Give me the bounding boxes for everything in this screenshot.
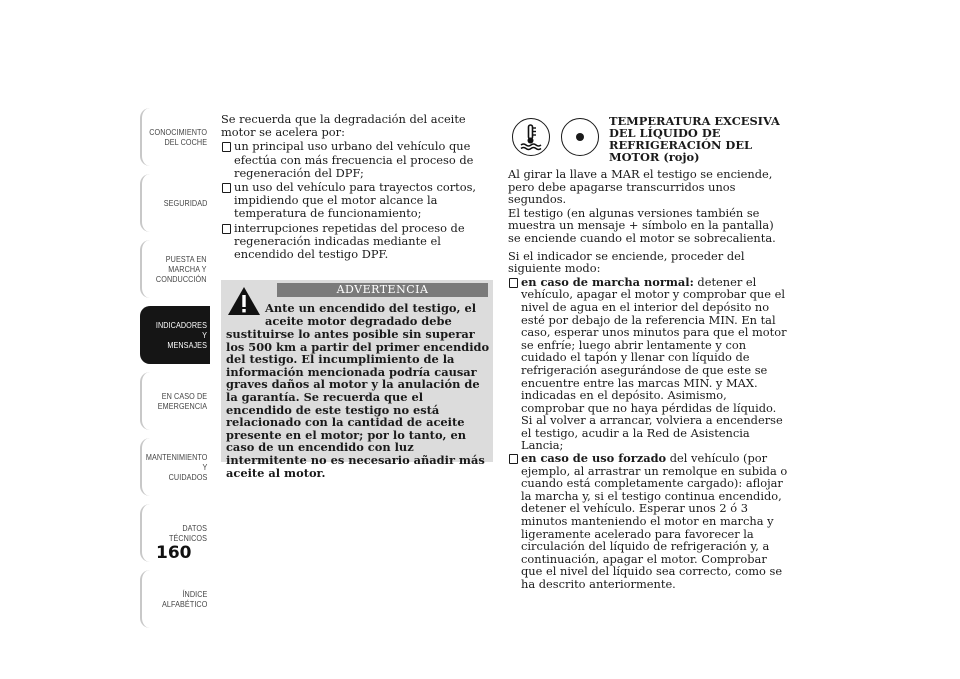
tab-label: PUESTA EN MARCHA Y CONDUCCIÓN [156,254,207,284]
warning-triangle-icon [227,286,261,316]
list-item-text: del vehículo (por ejemplo, al arrastrar un remolque en subida o cuando está completamente cargado): aflojar la marcha y, si el testigo continua encendido, detener el vehículo. Esperar unos 2 ó 3 minutos manteniendo el motor en marcha y ligeramente acelerado para favorecer la circulación del líquido de refrigeración y, a continuación, apagar el motor. Comprobar que el nivel del líquido sea correcto, como se ha descrito anteriormente. [521,451,788,591]
tab-indice-alfabetico[interactable] [140,570,210,628]
tab-seguridad[interactable] [140,174,210,232]
paragraph: Si el indicador se enciende, proceder del siguiente modo: [508,248,745,276]
tab-label: DATOS TÉCNICOS [168,523,207,543]
indicator-dot-icon [561,118,599,156]
right-column [508,168,788,591]
tab-label: INDICADORES Y MENSAJES [155,320,207,350]
list-item: un uso del vehículo para trayectos cortos, impidiendo que el motor alcance la temperatura de funcionamiento; [221,181,497,221]
intro-paragraph: Se recuerda que la degradación del aceite motor se acelera por: [221,112,466,140]
list-item-text: detener el vehículo, apagar el motor y comprobar que el nivel de agua en el interior del depósito no esté por debajo de la referencia MIN. En tal caso, esperar unos minutos para que el motor se enfríe; luego abrir lentamente y con cuidado el tapón y llenar con líquido de refrigeración asegurándose de que este se encuentre entre las marcas MIN. y MAX. indicadas en el depósito. Asimismo, comprobar que no haya pérdidas de líquido. Si al volver a arrancar, volviera a encenderse el testigo, acudir a la Red de Asistencia Lancia; [521,274,787,453]
list-item: un principal uso urbano del vehículo que efectúa con más frecuencia el proceso de regeneración del DPF; [221,140,497,180]
list-item-bold: en caso de uso forzado [521,451,667,466]
warning-body-text: sustituirse lo antes posible sin superar los 500 km a partir del primer encendido del testigo. El incumplimiento de la información mencionada podría causar graves daños al motor y la anulación de la garantía. Se recuerda que el encendido de este testigo no está relacionado con la cantidad de aceite presente en el motor; por lo tanto, en caso de un encendido con luz intermitente no es necesario añadir más aceite al motor. [226,327,490,480]
warning-lead-text: Ante un encendido del testigo, el aceite motor degradado debe [265,301,477,328]
tab-puesta-en-marcha[interactable] [140,240,210,298]
tab-label: CONOCIMIENTO DEL COCHE [149,127,207,147]
list-item: interrupciones repetidas del proceso de regeneración indicadas mediante el encendido del testigo DPF. [221,222,497,262]
list-item [508,452,788,591]
tab-conocimiento-del-coche[interactable] [140,108,210,166]
left-column [221,113,497,262]
section-heading: TEMPERATURA EXCESIVA DEL LÍQUIDO DE REFRIGERACIÓN DEL MOTOR (rojo) [609,114,780,164]
tab-indicadores-y-mensajes[interactable] [140,306,210,364]
coolant-temperature-icon [512,118,550,156]
thermometer-glyph [513,119,548,154]
list-item [508,276,788,452]
page-number: 160 [156,543,192,563]
tab-label: MANTENIMIENTO Y CUIDADOS [145,452,207,482]
tab-label: ÍNDICE ALFABÉTICO [161,589,207,609]
warning-box [221,280,493,480]
indicator-icons [512,118,602,158]
tab-label: EN CASO DE EMERGENCIA [157,391,207,411]
tab-label: SEGURIDAD [163,198,207,208]
warning-title: ADVERTENCIA [277,283,488,297]
list-item-bold: en caso de marcha normal: [521,274,694,289]
tab-mantenimiento[interactable] [140,438,210,496]
tab-en-caso-de-emergencia[interactable] [140,372,210,430]
paragraph: El testigo (en algunas versiones también se muestra un mensaje + símbolo en la pantalla) se enciende cuando el motor se sobrecalienta. [508,205,776,245]
paragraph: Al girar la llave a MAR el testigo se enciende, pero debe apagarse transcurridos unos segundos. [508,167,773,207]
